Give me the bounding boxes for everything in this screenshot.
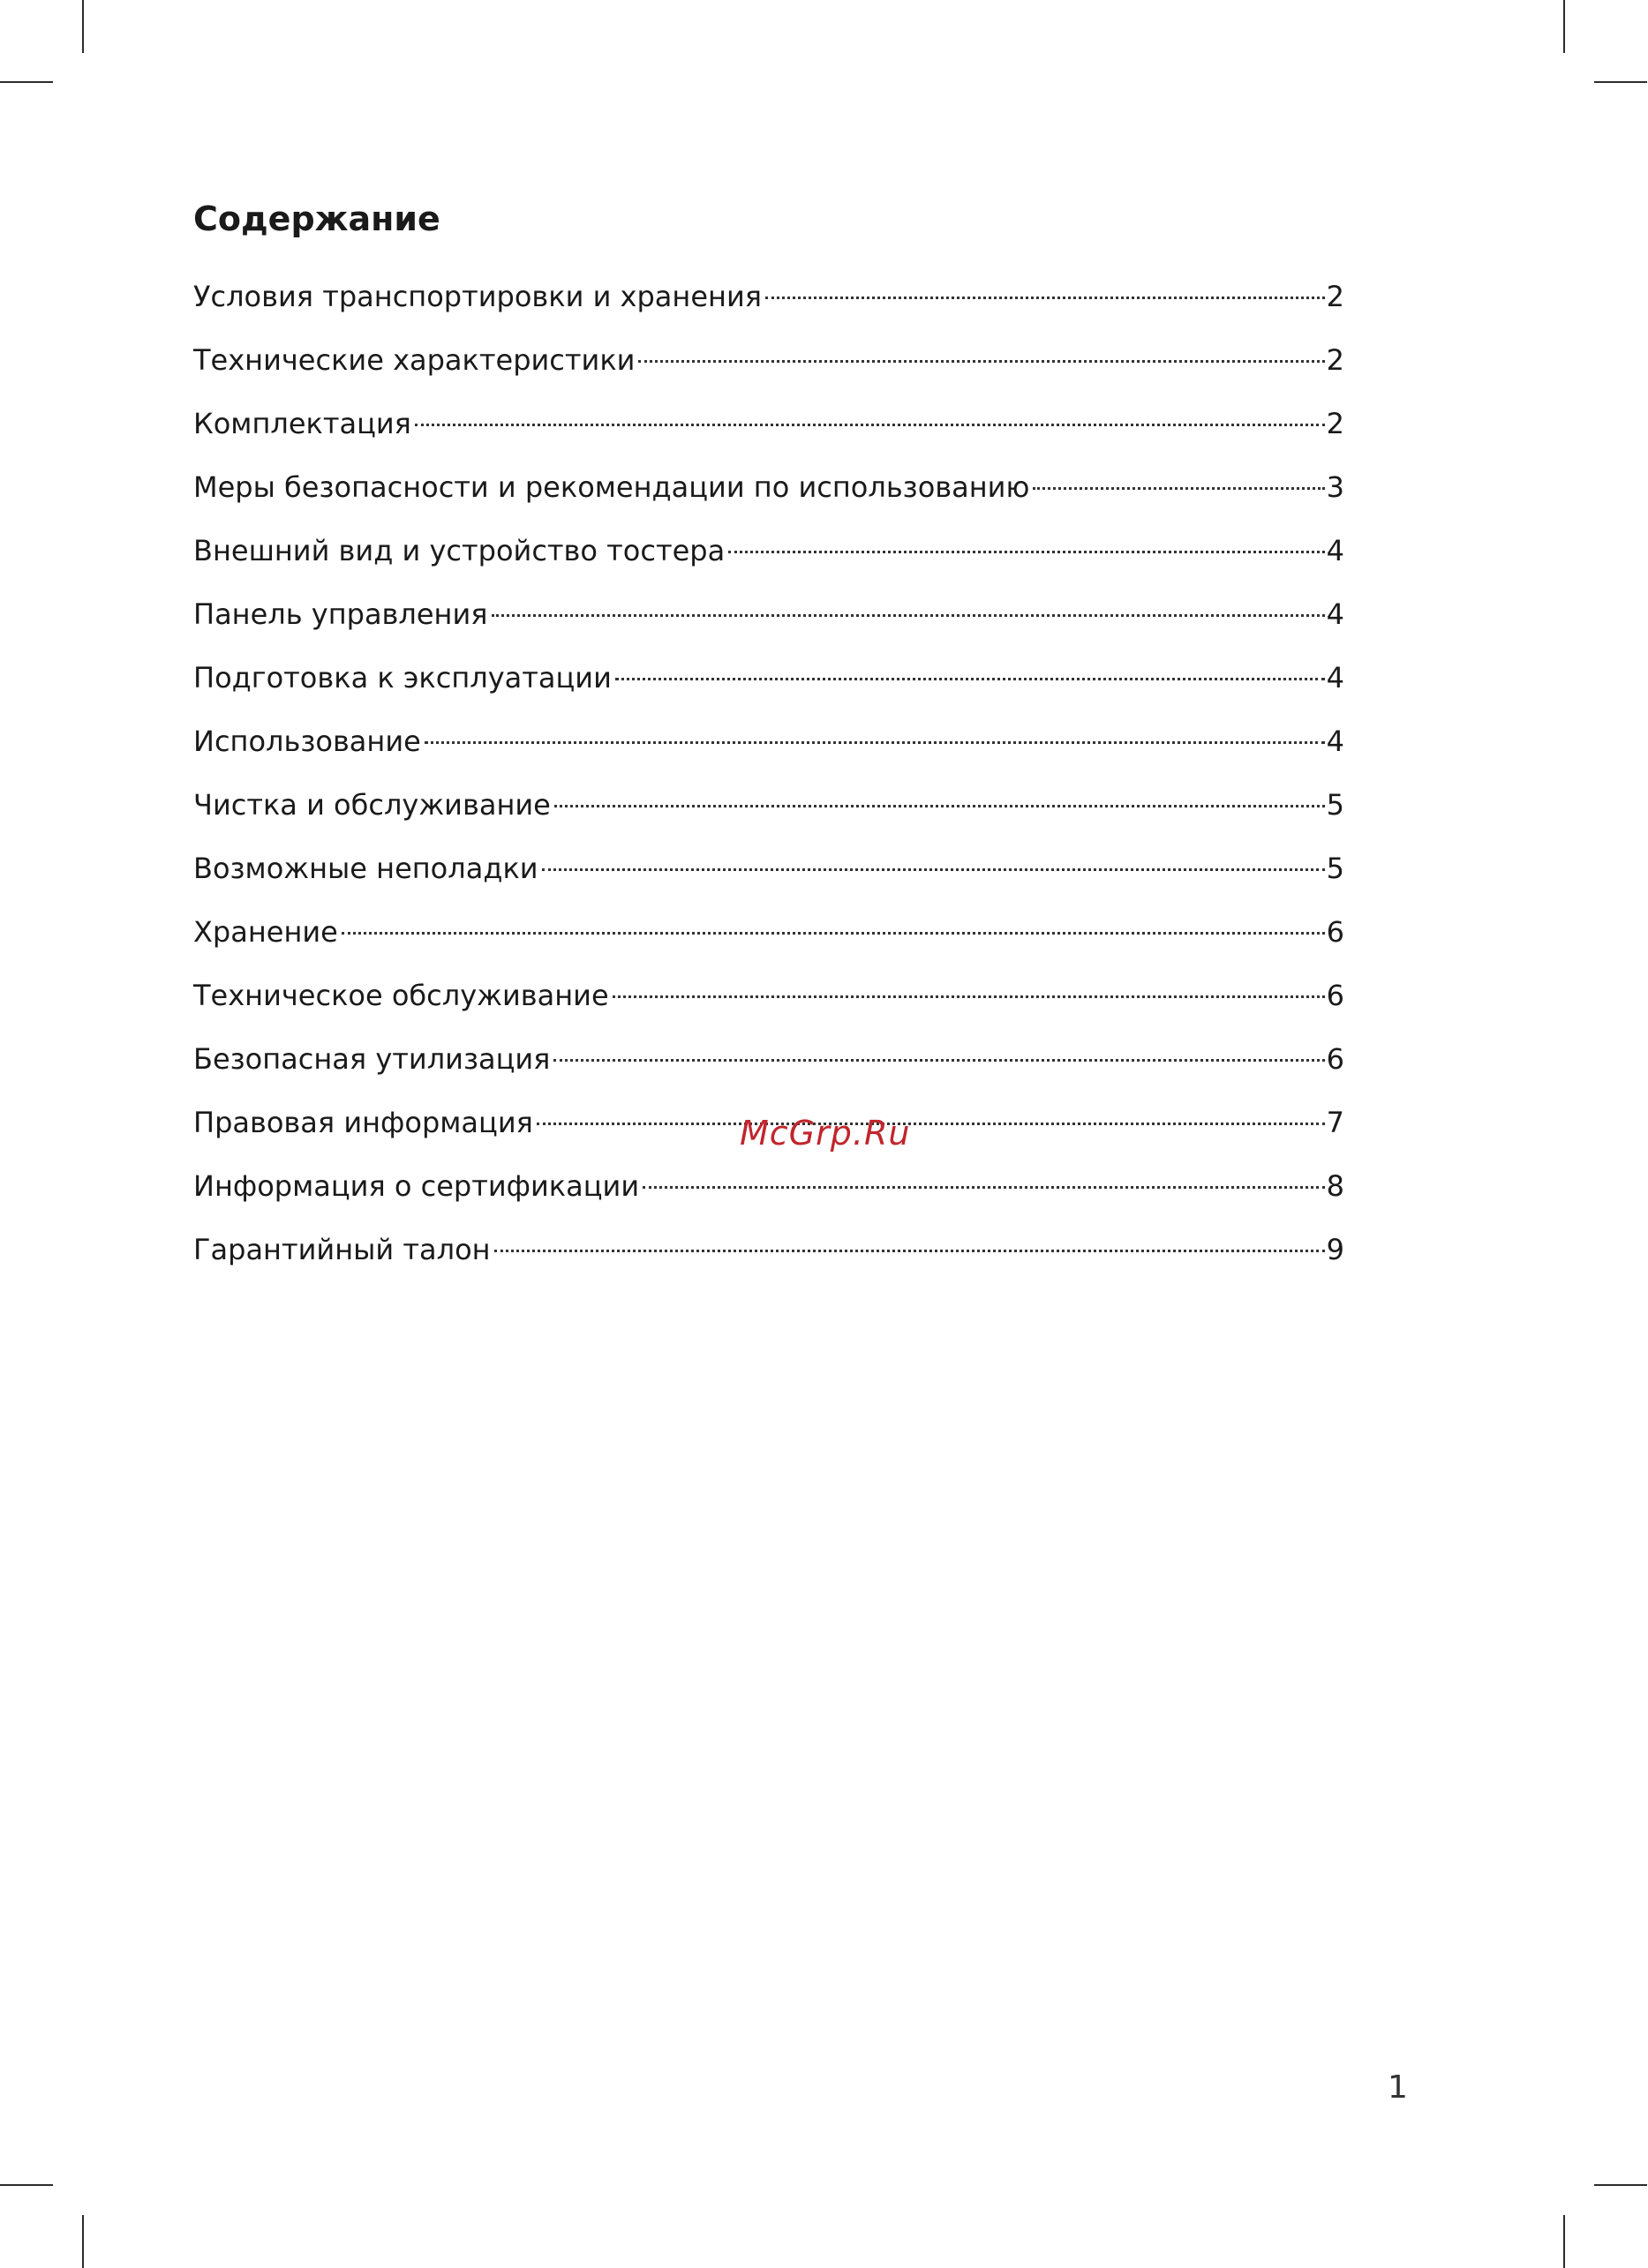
crop-mark — [82, 0, 84, 53]
toc-entry-page: 6 — [1326, 1042, 1344, 1076]
toc-entry-page: 4 — [1326, 534, 1344, 567]
toc-entry-page: 6 — [1326, 979, 1344, 1012]
toc-entry-label: Правовая информация — [193, 1106, 533, 1139]
watermark: McGrp.Ru — [740, 1114, 911, 1153]
toc-entry[interactable] — [193, 1027, 1344, 1091]
crop-mark — [0, 81, 53, 83]
toc-entry[interactable] — [193, 519, 1344, 582]
toc-entry[interactable] — [193, 455, 1344, 519]
toc-entry-page: 2 — [1326, 407, 1344, 440]
toc-entry-label: Внешний вид и устройство тостера — [193, 534, 726, 567]
dot-leader — [494, 1250, 1325, 1252]
toc-entry-page: 5 — [1326, 852, 1344, 885]
dot-leader — [613, 995, 1325, 998]
toc-entry-label: Подготовка к эксплуатации — [193, 661, 612, 695]
toc-entry-label: Информация о сертификации — [193, 1169, 640, 1203]
dot-leader — [553, 1059, 1324, 1062]
toc-entry-page: 5 — [1326, 788, 1344, 822]
dot-leader — [1033, 487, 1324, 490]
toc-entry-label: Использование — [193, 725, 421, 758]
toc-entry-page: 3 — [1326, 470, 1344, 504]
toc-entry-label: Гарантийный талон — [193, 1233, 491, 1266]
toc-entry-label: Техническое обслуживание — [193, 979, 609, 1012]
toc-entry[interactable] — [193, 837, 1344, 900]
toc-entry[interactable] — [193, 1218, 1344, 1281]
dot-leader — [554, 805, 1325, 807]
dot-leader — [643, 1186, 1325, 1189]
dot-leader — [492, 614, 1325, 617]
crop-mark — [1594, 81, 1647, 83]
toc-entry[interactable] — [193, 265, 1344, 328]
dot-leader — [342, 932, 1325, 935]
toc-entry-page: 2 — [1326, 280, 1344, 313]
crop-mark — [1594, 2184, 1647, 2186]
toc-entry-label: Панель управления — [193, 597, 488, 631]
toc-entry-label: Меры безопасности и рекомендации по использованию — [193, 470, 1030, 504]
dot-leader — [765, 297, 1325, 299]
toc-entry-page: 4 — [1326, 597, 1344, 631]
crop-mark — [1563, 2215, 1565, 2268]
toc-entry[interactable] — [193, 1154, 1344, 1218]
toc-entry[interactable] — [193, 392, 1344, 455]
dot-leader — [425, 741, 1325, 744]
toc-entry-page: 4 — [1326, 661, 1344, 695]
toc-entry-label: Чистка и обслуживание — [193, 788, 551, 822]
crop-mark — [82, 2215, 84, 2268]
toc-entry-page: 2 — [1326, 343, 1344, 377]
toc-entry-label: Условия транспортировки и хранения — [193, 280, 762, 313]
toc-entry[interactable] — [193, 900, 1344, 964]
page-title: Содержание — [193, 199, 440, 238]
toc-entry[interactable] — [193, 710, 1344, 773]
toc-entry[interactable] — [193, 328, 1344, 392]
toc-entry-page: 8 — [1326, 1169, 1344, 1203]
dot-leader — [415, 424, 1325, 426]
toc-entry[interactable] — [193, 964, 1344, 1027]
toc-entry-label: Комплектация — [193, 407, 411, 440]
toc-entry-label: Возможные неполадки — [193, 852, 538, 885]
toc-entry-label: Технические характеристики — [193, 343, 636, 377]
toc-entry-page: 6 — [1326, 915, 1344, 949]
toc-entry-page: 7 — [1326, 1106, 1344, 1139]
toc-entry[interactable] — [193, 646, 1344, 710]
dot-leader — [615, 678, 1325, 680]
toc-entry-label: Хранение — [193, 915, 338, 949]
page-number: 1 — [1388, 2069, 1408, 2106]
dot-leader — [638, 360, 1324, 363]
crop-mark — [1563, 0, 1565, 53]
toc-entry-page: 9 — [1326, 1233, 1344, 1266]
crop-mark — [0, 2184, 53, 2186]
dot-leader — [728, 551, 1324, 553]
toc-entry-page: 4 — [1326, 725, 1344, 758]
toc-entry-label: Безопасная утилизация — [193, 1042, 551, 1076]
toc-entry[interactable] — [193, 582, 1344, 646]
toc-entry[interactable] — [193, 773, 1344, 837]
dot-leader — [542, 868, 1325, 871]
dot-leader — [537, 1123, 1325, 1125]
